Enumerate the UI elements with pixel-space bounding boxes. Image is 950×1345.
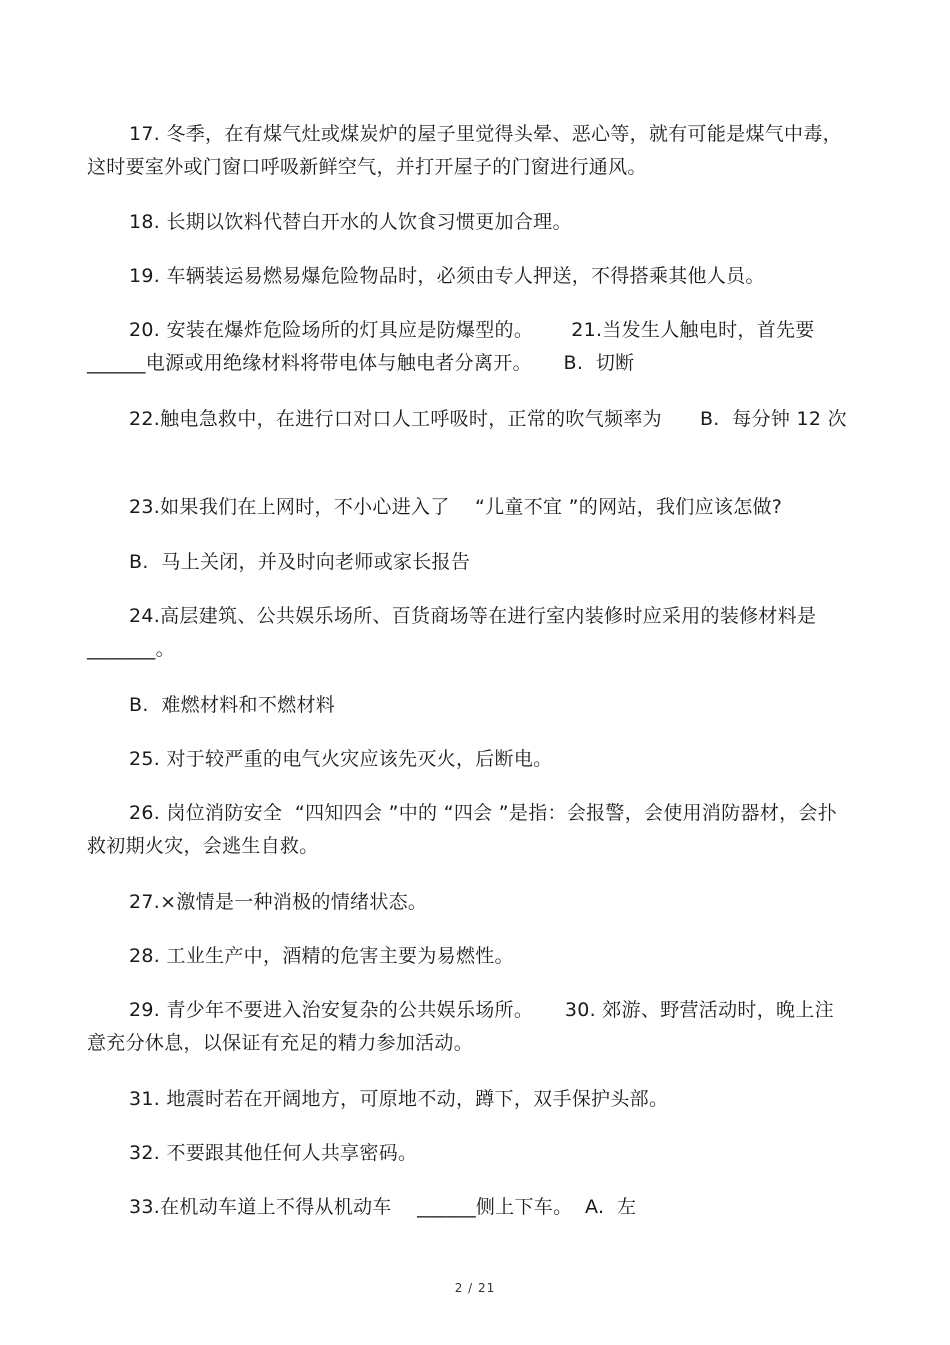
paragraph-27: 27.×激情是一种消极的情绪状态。 bbox=[129, 891, 428, 913]
paragraph-31: 31. 地震时若在开阔地方，可原地不动，蹲下，双手保护头部。 bbox=[129, 1088, 669, 1110]
paragraph-33: 33.在机动车道上不得从机动车 ______侧上下车。 A. 左 bbox=[129, 1196, 637, 1218]
paragraph-17: 17. 冬季，在有煤气灶或煤炭炉的屋子里觉得头晕、恶心等，就有可能是煤气中毒，这时要室外或门窗口呼吸新鲜空气，并打开屋子的门窗进行通风。 bbox=[87, 123, 842, 178]
paragraph-26: 26. 岗位消防安全 “四知四会 ”中的 “四会 ”是指：会报警，会使用消防器材，会扑救初期火灾，会逃生自救。 bbox=[87, 802, 838, 857]
paragraph-24: 24.高层建筑、公共娱乐场所、百货商场等在进行室内装修时应采用的装修材料是 _______。 bbox=[87, 605, 823, 660]
paragraph-29-30: 29. 青少年不要进入治安复杂的公共娱乐场所。 30. 郊游、野营活动时，晚上注意充分休息，以保证有充足的精力参加活动。 bbox=[87, 999, 834, 1054]
paragraph-28: 28. 工业生产中，酒精的危害主要为易燃性。 bbox=[129, 945, 514, 967]
paragraph-19: 19. 车辆装运易燃易爆危险物品时，必须由专人押送，不得搭乘其他人员。 bbox=[129, 265, 765, 287]
paragraph-20-21: 20. 安装在爆炸危险场所的灯具应是防爆型的。 21.当发生人触电时，首先要______电源或用绝缘材料将带电体与触电者分离开。 B. 切断 bbox=[87, 319, 815, 374]
answer-24: B. 难燃材料和不燃材料 bbox=[129, 694, 336, 716]
paragraph-18: 18. 长期以饮料代替白开水的人饮食习惯更加合理。 bbox=[129, 211, 572, 233]
paragraph-23: 23.如果我们在上网时，不小心进入了 “儿童不宜 ”的网站，我们应该怎做? bbox=[129, 496, 783, 518]
answer-23: B. 马上关闭，并及时向老师或家长报告 bbox=[129, 551, 471, 573]
paragraph-25: 25. 对于较严重的电气火灾应该先灭火，后断电。 bbox=[129, 748, 553, 770]
paragraph-22: 22.触电急救中，在进行口对口人工呼吸时，正常的吹气频率为 B. 每分钟 12 次 bbox=[129, 408, 847, 430]
page-number: 2 / 21 bbox=[454, 1281, 496, 1295]
paragraph-32: 32. 不要跟其他任何人共享密码。 bbox=[129, 1142, 418, 1164]
